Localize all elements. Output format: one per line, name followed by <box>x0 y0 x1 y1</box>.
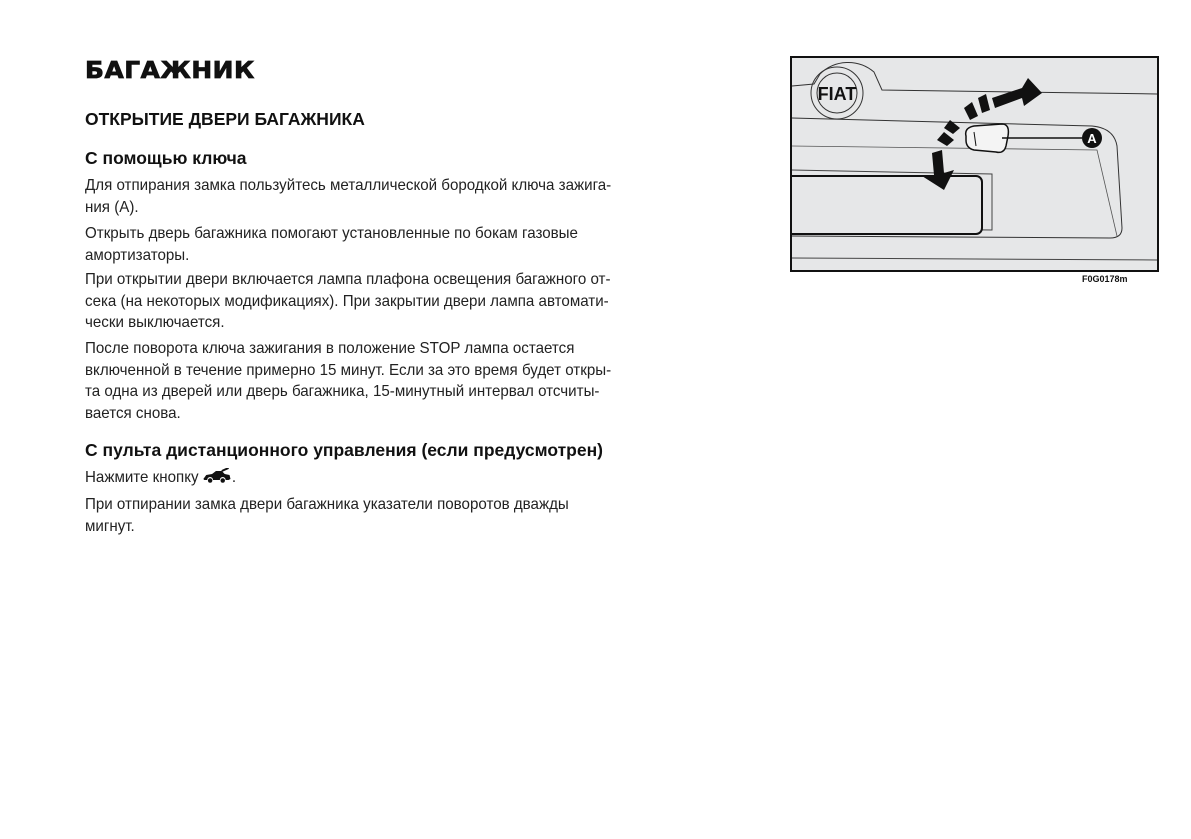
callout-a: A <box>1087 131 1097 146</box>
section-title: ОТКРЫТИЕ ДВЕРИ БАГАЖНИКА <box>85 109 365 129</box>
trunk-open-icon <box>203 468 232 491</box>
paragraph: Для отпирания замка пользуйтесь металлической бородкой ключа зажига- ния (А). <box>85 177 612 216</box>
paragraph: При отпирании замка двери багажника указатели поворотов дважды мигнут. <box>85 496 569 535</box>
trunk-lock-illustration <box>790 56 1159 272</box>
paragraph: Открыть дверь багажника помогают установленные по бокам газовые амортизаторы. <box>85 225 578 264</box>
paragraph: При открытии двери включается лампа плафона освещения багажного от- сека (на некоторых модификациях). При закрытии двери лампа автомати- чески выключается. <box>85 271 611 331</box>
subsection-heading-remote: С пульта дистанционного управления (если предусмотрен) <box>85 440 603 460</box>
paragraph: После поворота ключа зажигания в положение STOP лампа остается включенной в течение примерно 15 минут. Если за это время будет откры- та одна из дверей или дверь багажника, 15-минутный интервал отсчиты- вается снова. <box>85 340 612 422</box>
page-title: БАГАЖНИК <box>85 58 255 84</box>
subsection-heading-key: С помощью ключа <box>85 148 247 168</box>
figure-caption: F0G0178m <box>1082 274 1128 284</box>
fiat-logo: FIAT <box>817 84 857 104</box>
paragraph-press-button: Нажмите кнопку . <box>85 467 725 491</box>
